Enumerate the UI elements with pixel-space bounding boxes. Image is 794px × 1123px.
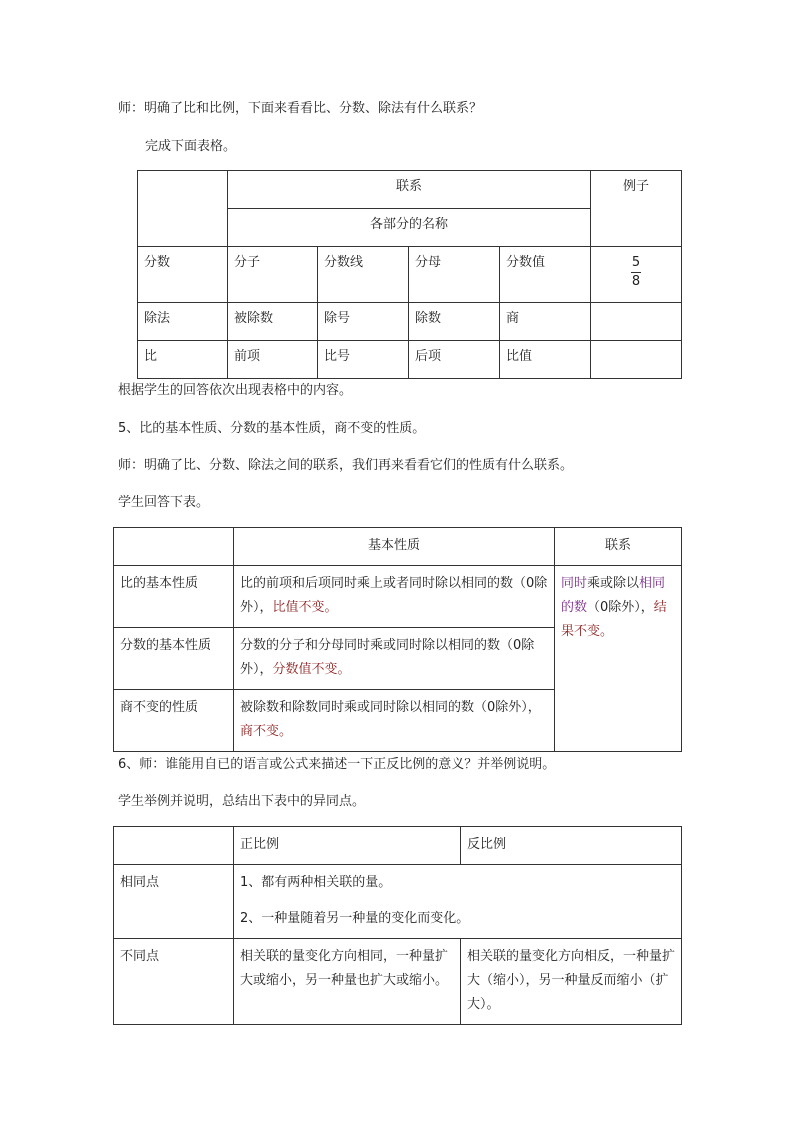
- relation-result-unchanged: 结果不变。: [561, 600, 667, 639]
- cell-fraction-value: 分数值: [500, 247, 591, 303]
- cell-division-sign: 除号: [318, 303, 409, 341]
- proportion-table: [113, 826, 682, 1025]
- label-fraction-property: 分数的基本性质: [114, 628, 234, 690]
- blank-corner-cell: [138, 171, 228, 247]
- fraction-property-text: [234, 628, 555, 690]
- header-relation: 联系: [228, 171, 591, 209]
- fraction-property-result: 分数值不变。: [272, 662, 351, 677]
- header-basic-property: 基本性质: [234, 528, 555, 566]
- relation-table: [137, 170, 682, 379]
- label-ratio-property: 比的基本性质: [114, 566, 234, 628]
- section-6-title: 6、师：谁能用自已的语言或公式来描述一下正反比例的意义？并举例说明。: [118, 757, 556, 772]
- cell-numerator: 分子: [228, 247, 318, 303]
- section-5-student: 学生回答下表。: [118, 495, 210, 510]
- label-differences: 不同点: [114, 939, 234, 1025]
- ratio-property-main: 比的前项和后项同时乘上或者同时除以相同的数（0除外），: [240, 576, 548, 615]
- relation-simultaneous: 同时: [561, 576, 588, 591]
- cell-consequent: 后项: [409, 341, 500, 379]
- cell-divisor: 除数: [409, 303, 500, 341]
- section-5-teacher: 师：明确了比、分数、除法之间的联系，我们再来看看它们的性质有什么联系。: [118, 458, 574, 473]
- cell-ratio-value: 比值: [500, 341, 591, 379]
- difference-direct: 相关联的量变化方向相同，一种量扩大或缩小，另一种量也扩大或缩小。: [234, 939, 461, 1025]
- intro-line-1: 师：明确了比和比例，下面来看看比、分数、除法有什么联系？: [118, 101, 483, 116]
- quotient-property-main: 被除数和除数同时乘或同时除以相同的数（0除外），: [240, 700, 541, 715]
- label-similarities: 相同点: [114, 865, 234, 939]
- quotient-property-result: 商不变。: [240, 724, 293, 739]
- relation-except-zero: （0除外），: [587, 600, 654, 615]
- fraction-bar-line: [631, 272, 641, 273]
- property-table: [113, 527, 682, 752]
- relation-summary: [555, 566, 682, 752]
- header-relation: 联系: [555, 528, 682, 566]
- cell-fraction-bar: 分数线: [318, 247, 409, 303]
- difference-inverse: 相关联的量变化方向相反，一种量扩大（缩小），另一种量反而缩小（扩大）。: [461, 939, 682, 1025]
- similarities-content: [234, 865, 682, 939]
- header-direct-proportion: 正比例: [234, 827, 461, 865]
- header-part-names: 各部分的名称: [228, 209, 591, 247]
- after-table-note: 根据学生的回答依次出现表格中的内容。: [118, 383, 353, 398]
- blank-corner-cell: [114, 827, 234, 865]
- row-label-division: 除法: [138, 303, 228, 341]
- empty-example-cell: [591, 303, 682, 341]
- relation-multiply-divide: 乘或除以: [587, 576, 640, 591]
- row-label-ratio: 比: [138, 341, 228, 379]
- intro-line-2: 完成下面表格。: [145, 139, 237, 154]
- example-numerator: 5: [631, 255, 641, 270]
- cell-dividend: 被除数: [228, 303, 318, 341]
- header-example: 例子: [591, 171, 682, 247]
- section-5-title: 5、比的基本性质、分数的基本性质，商不变的性质。: [118, 421, 426, 436]
- fraction-property-main: 分数的分子和分母同时乘或同时除以相同的数（0除外），: [240, 638, 535, 677]
- similarity-2: 2、一种量随着另一种量的变化而变化。: [240, 911, 470, 926]
- row-label-fraction: 分数: [138, 247, 228, 303]
- header-inverse-proportion: 反比例: [461, 827, 682, 865]
- ratio-property-result: 比值不变。: [272, 600, 338, 615]
- ratio-property-text: [234, 566, 555, 628]
- cell-quotient: 商: [500, 303, 591, 341]
- cell-denominator: 分母: [409, 247, 500, 303]
- quotient-property-text: [234, 690, 555, 752]
- cell-antecedent: 前项: [228, 341, 318, 379]
- relation-same-number: 相同的数: [561, 576, 666, 615]
- empty-example-cell: [591, 341, 682, 379]
- label-quotient-property: 商不变的性质: [114, 690, 234, 752]
- example-fraction: [591, 247, 682, 303]
- similarity-1: 1、都有两种相关联的量。: [240, 875, 392, 890]
- section-6-student: 学生举例并说明，总结出下表中的异同点。: [118, 794, 366, 809]
- cell-ratio-sign: 比号: [318, 341, 409, 379]
- blank-corner-cell: [114, 528, 234, 566]
- example-denominator: 8: [631, 274, 641, 289]
